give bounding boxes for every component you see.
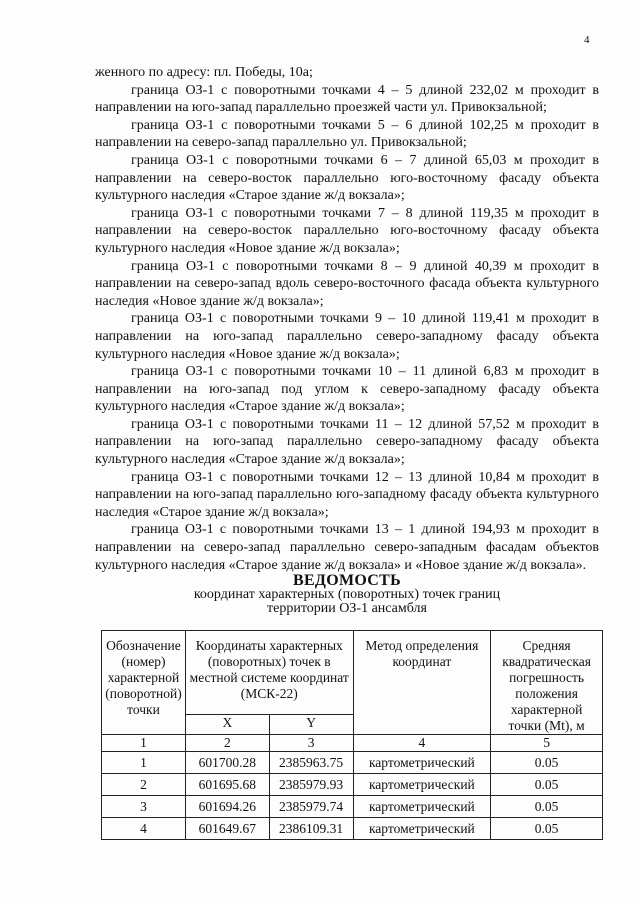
header-method: Метод определения координат [353,631,491,735]
header-x: X [185,715,269,735]
cell-y: 2385979.93 [269,774,353,796]
body-text [95,64,599,574]
column-number: 4 [353,735,491,752]
paragraph: граница ОЗ-1 с поворотными точками 10 – 11 длиной 6,83 м проходит в направлении на юго-запад под углом к северо-западному фасаду объекта культурного наследия «Старое здание ж/д вокзала»; [95,364,599,415]
column-number: 1 [102,735,186,752]
cell-y: 2386109.31 [269,818,353,840]
table-row [102,752,603,774]
cell-method: картометрический [353,818,491,840]
column-number: 3 [269,735,353,752]
cell-point: 2 [102,774,186,796]
paragraph: женного по адресу: пл. Победы, 10а; [95,65,313,80]
table-row [102,818,603,840]
paragraph: граница ОЗ-1 с поворотными точками 4 – 5 длиной 232,02 м проходит в направлении на юго-запад параллельно проезжей части ул. Привокзальной; [95,82,599,116]
cell-mt: 0.05 [491,818,603,840]
column-number: 2 [185,735,269,752]
column-number: 5 [491,735,603,752]
paragraph: граница ОЗ-1 с поворотными точками 7 – 8 длиной 119,35 м проходит в направлении на северо-восток параллельно юго-восточному фасаду объекта культурного наследия «Новое здание ж/д вокзала»; [95,205,599,256]
cell-y: 2385963.75 [269,752,353,774]
cell-mt: 0.05 [491,752,603,774]
page-number: 4 [584,34,590,46]
cell-x: 601695.68 [185,774,269,796]
cell-x: 601700.28 [185,752,269,774]
paragraph: граница ОЗ-1 с поворотными точками 6 – 7 длиной 65,03 м проходит в направлении на северо-восток параллельно юго-восточному фасаду объекта культурного наследия «Старое здание ж/д вокзала»; [95,152,599,204]
table-title [95,574,599,616]
cell-method: картометрический [353,752,491,774]
title-heading: ВЕДОМОСТЬ [292,572,402,589]
cell-x: 601649.67 [185,818,269,840]
title-subheading: координат характерных (поворотных) точек границ [193,587,501,602]
cell-method: картометрический [353,796,491,818]
paragraph: граница ОЗ-1 с поворотными точками 9 – 10 длиной 119,41 м проходит в направлении на юго-запад параллельно северо-западному фасаду объекта культурного наследия «Новое здание ж/д вокзала»; [95,311,599,362]
paragraph: граница ОЗ-1 с поворотными точками 13 – 1 длиной 194,93 м проходит в направлении на северо-запад параллельно северо-западным фасадам объектов культурного наследия «Старое здание ж/д вокзала» и «Новое здание ж/д вокзала». [95,522,599,573]
cell-x: 601694.26 [185,796,269,818]
table-row [102,774,603,796]
cell-mt: 0.05 [491,774,603,796]
table-row [102,796,603,818]
cell-y: 2385979.74 [269,796,353,818]
header-accuracy: Средняя квадратическая погрешность положения характерной точки (Mt), м [491,631,603,735]
coordinates-table [101,630,603,840]
header-y: Y [269,715,353,735]
paragraph: граница ОЗ-1 с поворотными точками 12 – 13 длиной 10,84 м проходит в направлении на юго-запад параллельно юго-западному фасаду объекта культурного наследия «Старое здание ж/д вокзала»; [95,469,599,520]
title-subheading: территории ОЗ-1 ансамбля [267,601,427,616]
header-designation: Обозначение (номер) характерной (поворотной) точки [102,631,186,735]
paragraph: граница ОЗ-1 с поворотными точками 5 – 6 длиной 102,25 м проходит в направлении на северо-запад параллельно ул. Привокзальной; [95,117,599,151]
paragraph: граница ОЗ-1 с поворотными точками 8 – 9 длиной 40,39 м проходит в направлении на северо-запад вдоль северо-восточного фасада объекта культурного наследия «Новое здание ж/д вокзала»; [95,258,599,309]
header-coordinates: Координаты характерных (поворотных) точек в местной системе координат (МСК-22) [185,631,353,715]
cell-point: 1 [102,752,186,774]
cell-method: картометрический [353,774,491,796]
cell-mt: 0.05 [491,796,603,818]
cell-point: 3 [102,796,186,818]
paragraph: граница ОЗ-1 с поворотными точками 11 – 12 длиной 57,52 м проходит в направлении на юго-запад параллельно северо-западному фасаду объекта культурного наследия «Старое здание ж/д вокзала»; [95,416,599,468]
cell-point: 4 [102,818,186,840]
